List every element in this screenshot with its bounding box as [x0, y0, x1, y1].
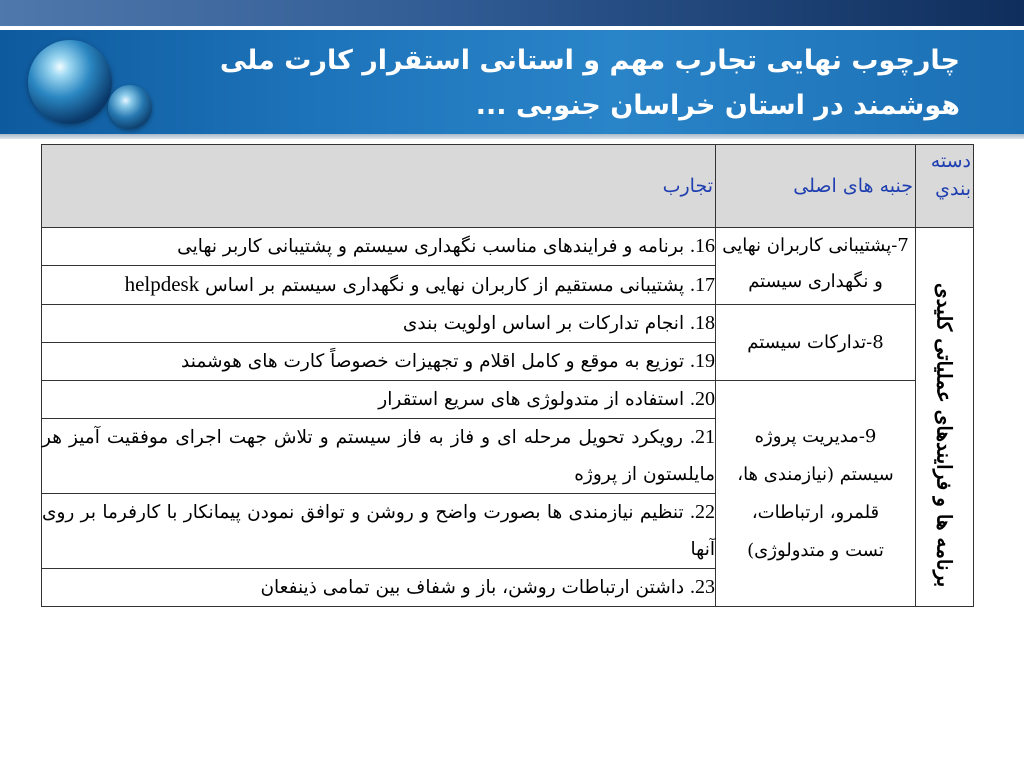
- top-bar: [0, 0, 1024, 26]
- table-header-row: [42, 145, 974, 228]
- title-line-1: چارچوب نهایی تجارب مهم و استانی استقرار کارت ملی: [219, 45, 960, 76]
- experience-item: 20. استفاده از متدولوژی های سریع استقرار: [42, 381, 716, 419]
- header-experiences: تجارب: [42, 145, 716, 228]
- header-aspects: جنبه های اصلی: [716, 145, 916, 228]
- experiences-table: [41, 144, 974, 607]
- experience-item: 16. برنامه و فرایندهای مناسب نگهداری سیستم و پشتیبانی کاربر نهایی: [42, 228, 716, 266]
- globe-small-icon: [108, 85, 152, 129]
- table-row: [42, 228, 974, 266]
- table-row: [42, 305, 974, 343]
- experience-item: 22. تنظیم نیازمندی ها بصورت واضح و روشن و توافق نمودن پیمانکار با کارفرما بر روی آنها: [42, 494, 716, 569]
- experience-item: 21. رویکرد تحویل مرحله ای و فاز به فاز سیستم و تلاش جهت اجرای موفقیت آمیز هر مایلستون از پروژه: [42, 419, 716, 494]
- globe-large-icon: [28, 40, 112, 124]
- aspect-cell: 9-مدیریت پروژه سیستم (نیازمندی ها، قلمرو، ارتباطات، تست و متدولوژی): [716, 381, 916, 607]
- experience-item: 19. توزیع به موقع و کامل اقلام و تجهیزات خصوصاً کارت های هوشمند: [42, 343, 716, 381]
- category-cell: [916, 228, 974, 607]
- table-row: [42, 381, 974, 419]
- category-label: برنامه ها و فرایندهای عملیاتی کلیدی: [932, 282, 957, 588]
- slide-title: [200, 38, 960, 128]
- experience-item: 17. پشتیبانی مستقیم از کاربران نهایی و نگهداری سیستم بر اساس helpdesk: [42, 266, 716, 305]
- aspect-cell: 7-پشتیبانی کاربران نهایی و نگهداری سیستم: [716, 228, 916, 305]
- aspect-cell: 8-تدارکات سیستم: [716, 305, 916, 381]
- experience-item: 23. داشتن ارتباطات روشن، باز و شفاف بین تمامی ذینفعان: [42, 569, 716, 607]
- title-line-2: هوشمند در استان خراسان جنوبی ...: [475, 90, 960, 121]
- banner-divider: [0, 134, 1024, 139]
- experience-item: 18. انجام تدارکات بر اساس اولویت بندی: [42, 305, 716, 343]
- header-category: دسته بندي: [916, 145, 974, 228]
